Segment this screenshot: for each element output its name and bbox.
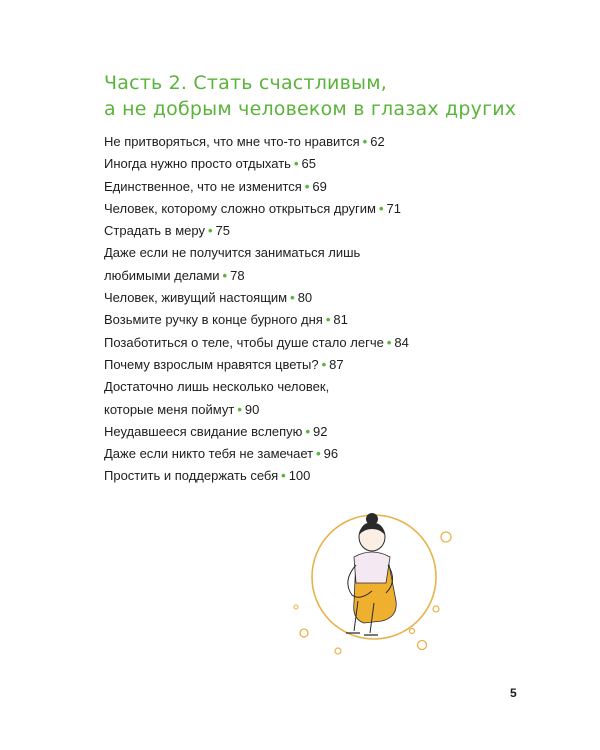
toc-entry <box>104 153 524 175</box>
toc-entry-page: 78 <box>230 267 245 283</box>
toc-entry-page: 62 <box>370 134 385 149</box>
small-bubble <box>294 605 298 609</box>
toc-entry <box>104 176 524 198</box>
toc-entry-page: 100 <box>288 468 311 484</box>
chapter-heading-line-2: а не добрым человеком в глазах других <box>104 98 517 120</box>
toc-entry-page: 92 <box>313 423 328 439</box>
toc-entry-page: 90 <box>244 401 260 417</box>
girl-figure <box>346 513 396 635</box>
small-bubble <box>335 648 341 654</box>
toc-entry-page: 84 <box>394 334 409 350</box>
toc-bullet-icon: • <box>281 468 286 484</box>
toc-entry-page: 75 <box>215 223 230 239</box>
toc-entry-title: Человек, живущий настоящим <box>104 290 288 306</box>
toc-bullet-icon: • <box>378 200 384 216</box>
girl-in-bubble-illustration <box>286 505 466 665</box>
toc-entry-title: Возьмите ручку в конце бурного дня <box>104 312 323 328</box>
toc-entry <box>104 198 524 220</box>
toc-entry-page: 71 <box>386 200 402 216</box>
toc-bullet-icon: • <box>316 446 321 462</box>
toc-entry-title: Простить и поддержать себя <box>104 468 279 484</box>
toc-entry <box>104 443 524 465</box>
toc-entry <box>104 465 524 487</box>
toc-entry-title: Страдать в меру <box>104 223 205 239</box>
toc-bullet-icon: • <box>386 334 392 350</box>
toc-entry <box>104 131 524 153</box>
toc-entry-title: Человек, которому сложно открыться другим <box>104 200 376 216</box>
chapter-heading <box>104 70 524 122</box>
toc-entry <box>104 399 524 421</box>
toc-entry-page: 69 <box>312 178 327 194</box>
toc-entry <box>104 220 524 242</box>
toc-bullet-icon: • <box>293 156 299 172</box>
toc-entry-page: 87 <box>329 356 344 372</box>
toc-entry <box>104 332 524 354</box>
toc-bullet-icon: • <box>237 401 242 417</box>
toc-entry <box>104 421 524 443</box>
toc-entry-title: Единственное, что не изменится <box>104 178 302 194</box>
small-bubble <box>433 606 439 612</box>
toc-bullet-icon: • <box>222 267 228 283</box>
small-bubble <box>410 629 415 634</box>
toc-entry <box>104 242 524 264</box>
toc-bullet-icon: • <box>305 423 310 439</box>
toc-entry <box>104 287 524 309</box>
small-bubble <box>300 629 308 637</box>
small-bubble <box>441 532 451 542</box>
toc-bullet-icon: • <box>207 223 213 239</box>
toc-bullet-icon: • <box>290 290 295 306</box>
toc-entry-page: 81 <box>333 312 348 328</box>
toc-entry <box>104 376 524 398</box>
toc-entry-title: Почему взрослым нравятся цветы? <box>104 356 319 372</box>
toc-entry-page: 80 <box>297 290 313 306</box>
toc-entry-title: Даже если никто тебя не замечает <box>104 446 314 462</box>
toc-entry-title: Даже если не получится заниматься лишь <box>104 245 361 261</box>
toc-bullet-icon: • <box>304 178 310 194</box>
toc-entry-page: 65 <box>301 156 316 172</box>
toc-entry <box>104 309 524 331</box>
toc-entry-title: Достаточно лишь несколько человек, <box>104 379 330 395</box>
toc-bullet-icon: • <box>362 134 368 149</box>
toc-entry-title: Иногда нужно просто отдыхать <box>104 156 291 172</box>
table-of-contents <box>104 131 524 488</box>
small-bubble <box>418 641 427 650</box>
toc-entry-title: которые меня поймут <box>104 401 235 417</box>
toc-bullet-icon: • <box>321 356 327 372</box>
toc-entry-title: Неудавшееся свидание вслепую <box>104 423 303 439</box>
toc-entry <box>104 354 524 376</box>
toc-entry-title: Не притворяться, что мне что-то нравится <box>104 134 360 149</box>
toc-entry-page: 96 <box>323 446 339 462</box>
toc-bullet-icon: • <box>325 312 331 328</box>
toc-entry-title: Позаботиться о теле, чтобы душе стало легче <box>104 334 384 350</box>
page-number: 5 <box>510 686 517 700</box>
toc-entry-title: любимыми делами <box>104 267 220 283</box>
chapter-heading-line-1: Часть 2. Стать счастливым, <box>104 72 387 94</box>
toc-entry <box>104 265 524 287</box>
